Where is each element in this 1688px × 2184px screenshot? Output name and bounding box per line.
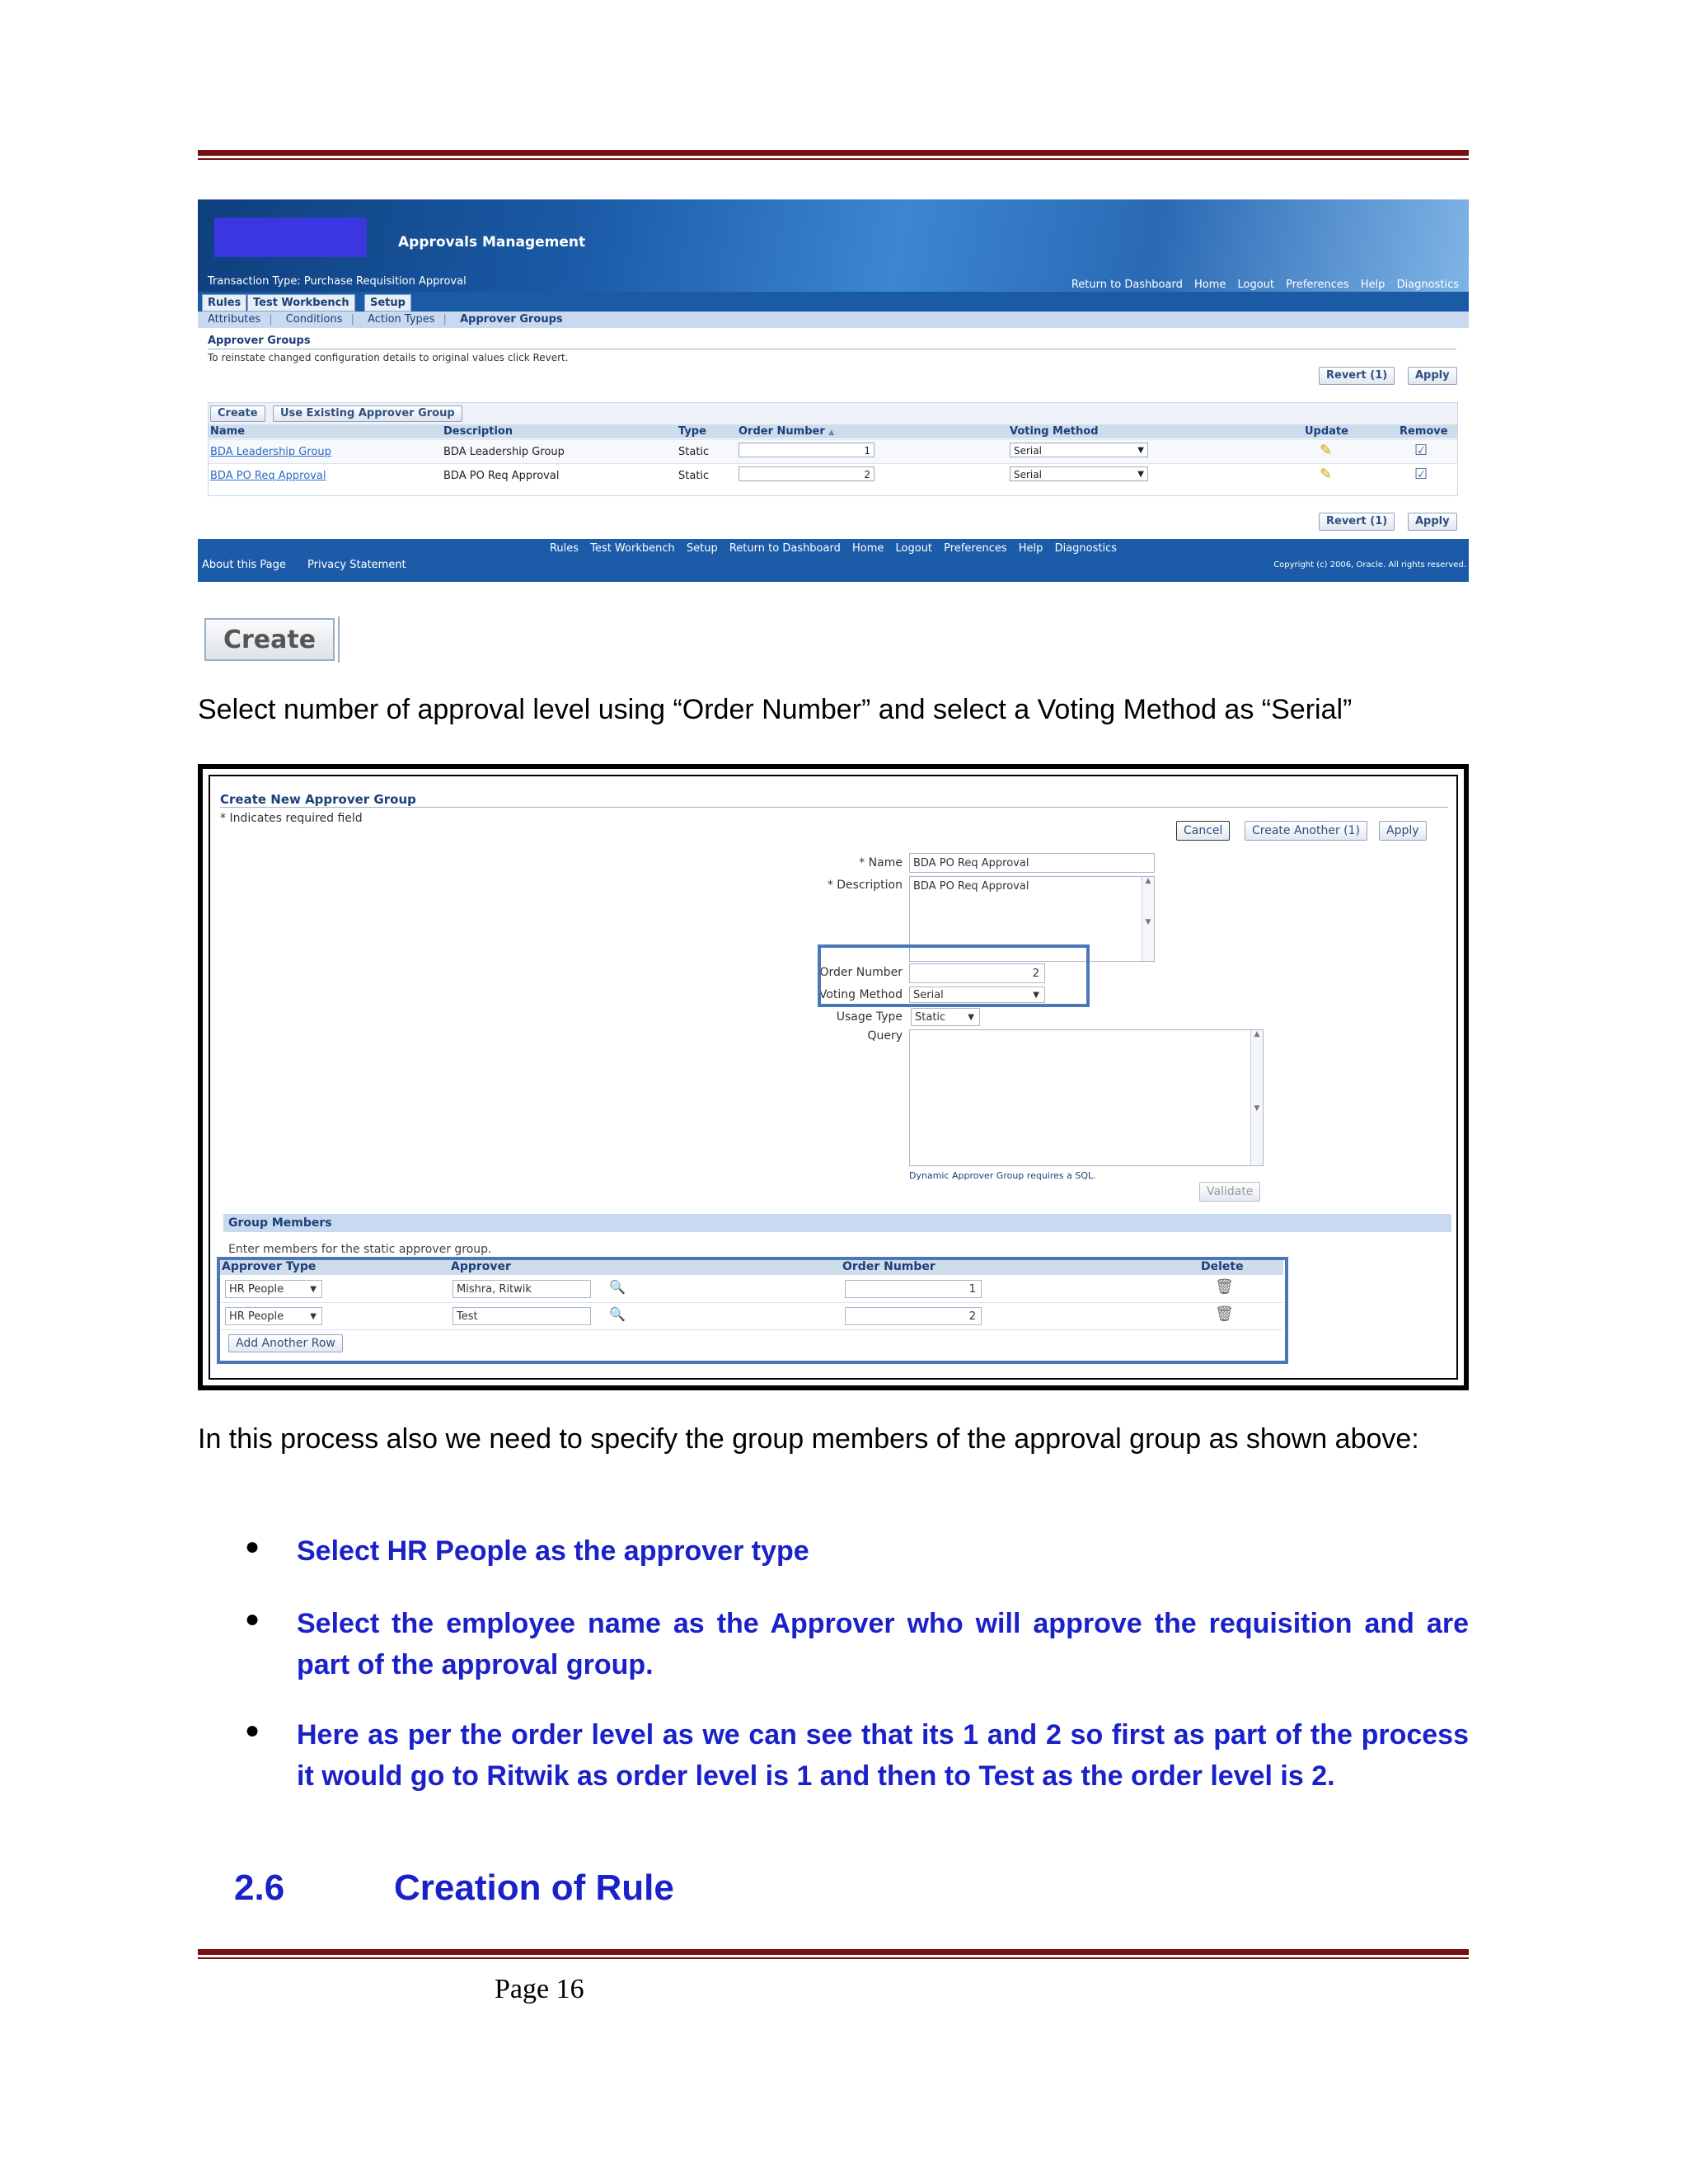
chevron-down-icon: ▼ [1137, 446, 1144, 455]
use-existing-group-button[interactable]: Use Existing Approver Group [273, 405, 462, 422]
voting-method-select[interactable]: Serial ▼ [1010, 443, 1148, 457]
usage-type-select[interactable]: Static ▼ [911, 1008, 980, 1026]
bullet-2: Select the employee name as the Approver who will approve the requisition and are part of the approval group. [297, 1608, 1469, 1680]
trash-icon[interactable]: 🗑 [1215, 1278, 1234, 1296]
approver-type-select[interactable]: HR People ▼ [225, 1307, 322, 1325]
link-return-dashboard[interactable]: Return to Dashboard [1071, 279, 1183, 291]
pencil-icon[interactable]: ✎ [1320, 466, 1333, 483]
link-home[interactable]: Home [1193, 279, 1226, 291]
order-number-input[interactable]: 1 [738, 443, 874, 457]
link-preferences[interactable]: Preferences [1286, 279, 1349, 291]
query-textarea[interactable] [909, 1029, 1264, 1166]
bullet-1: Select HR People as the approver type [297, 1535, 809, 1567]
group-name-link[interactable]: BDA Leadership Group [210, 446, 331, 458]
tab-setup[interactable]: Setup [364, 294, 411, 312]
create-button-image: Create [204, 618, 335, 661]
tab-bar [198, 292, 1469, 312]
form-title: Create New Approver Group [220, 792, 416, 807]
apply-button[interactable]: Apply [1379, 821, 1427, 841]
scrollbar[interactable]: ▲ ▼ [1142, 877, 1154, 961]
voting-method-select[interactable]: Serial ▼ [1010, 466, 1148, 481]
title-divider [220, 807, 1448, 808]
footer-link-return-dashboard[interactable]: Return to Dashboard [729, 542, 841, 555]
name-label: * Name [859, 856, 903, 869]
name-input[interactable]: BDA PO Req Approval [909, 853, 1155, 873]
validate-button[interactable]: Validate [1199, 1182, 1260, 1202]
col-order-number[interactable]: Order Number ▲ [738, 425, 835, 438]
footer-link-setup[interactable]: Setup [686, 542, 718, 555]
privacy-link[interactable]: Privacy Statement [307, 559, 406, 571]
chevron-down-icon: ▼ [1033, 991, 1039, 1000]
section-title: Creation of Rule [394, 1868, 674, 1908]
chevron-down-icon: ▼ [1137, 470, 1144, 479]
group-type: Static [678, 446, 710, 458]
col-remove: Remove [1400, 425, 1448, 438]
section-number: 2.6 [234, 1868, 285, 1908]
description-label: * Description [827, 879, 903, 892]
col-approver-type: Approver Type [222, 1260, 316, 1273]
copyright: Copyright (c) 2006, Oracle. All rights reserved. [1273, 560, 1466, 569]
transaction-type: Transaction Type: Purchase Requisition Approval [208, 275, 467, 288]
trash-icon[interactable]: 🗑 [1215, 1305, 1234, 1323]
remove-icon[interactable]: ☑ [1414, 442, 1428, 459]
page-title: Approver Groups [208, 335, 311, 347]
voting-method-select[interactable]: Serial ▼ [909, 987, 1045, 1003]
section-heading [234, 1868, 674, 1909]
link-help[interactable]: Help [1360, 279, 1386, 291]
approver-groups-table [208, 402, 1458, 496]
bottom-rule [198, 1949, 1469, 1959]
subtab-approver-groups[interactable]: Approver Groups [460, 313, 563, 326]
order-number-input[interactable]: 2 [738, 466, 874, 481]
footer-link-logout[interactable]: Logout [895, 542, 933, 555]
remove-icon[interactable]: ☑ [1414, 466, 1428, 483]
create-another-button[interactable]: Create Another (1) [1245, 821, 1367, 841]
global-links [1063, 279, 1459, 291]
bullet-dot: ● [245, 1605, 260, 1633]
table-toolbar [209, 403, 1457, 424]
sort-ascending-icon: ▲ [828, 429, 835, 437]
table-row [209, 463, 1457, 487]
group-members-header: Group Members [223, 1214, 1451, 1232]
chevron-down-icon: ▼ [310, 1285, 316, 1294]
pencil-icon[interactable]: ✎ [1320, 442, 1333, 459]
create-approver-group-screenshot [198, 764, 1469, 1390]
member-order-input[interactable]: 1 [845, 1280, 982, 1298]
bullet-3: Here as per the order level as we can see that its 1 and 2 so first as part of the process it would go to Ritwik as order level is 1 and then to Test as the order level is 2. [297, 1719, 1469, 1792]
search-icon[interactable]: 🔍 [609, 1279, 626, 1295]
bullet-dot: ● [245, 1533, 260, 1560]
order-number-label: Order Number [819, 966, 903, 979]
required-note: * Indicates required field [220, 812, 363, 825]
subtab-bar: Attributes | Conditions | Action Types | Approver Groups [198, 312, 1469, 328]
highlight-order-voting [818, 944, 1090, 1007]
footer-links [198, 542, 1469, 555]
col-voting-method: Voting Method [1010, 425, 1099, 438]
footer-link-test-workbench[interactable]: Test Workbench [590, 542, 675, 555]
voting-method-label: Voting Method [818, 988, 903, 1001]
description-text: BDA PO Req Approval [913, 880, 1029, 893]
table-row [209, 439, 1457, 463]
app-title: Approvals Management [398, 234, 586, 251]
page-number: Page 16 [495, 1974, 584, 2004]
footer-link-help[interactable]: Help [1018, 542, 1043, 555]
logo-placeholder [214, 218, 367, 257]
approver-input[interactable]: Test [452, 1307, 591, 1325]
footer-link-rules[interactable]: Rules [549, 542, 579, 555]
col-description: Description [443, 425, 513, 438]
footer [198, 539, 1469, 582]
apply-button-bottom[interactable]: Apply [1408, 513, 1457, 531]
bullet-dot: ● [245, 1717, 260, 1744]
highlight-group-members [217, 1257, 1288, 1364]
cancel-button[interactable]: Cancel [1176, 821, 1230, 841]
col-delete: Delete [1201, 1260, 1244, 1273]
col-order-number: Order Number [842, 1260, 935, 1273]
approver-groups-screenshot [198, 199, 1469, 582]
instruction-text: To reinstate changed configuration details to original values click Revert. [208, 352, 569, 363]
tab-test-workbench[interactable]: Test Workbench [247, 294, 355, 312]
query-label: Query [867, 1029, 903, 1043]
approver-type-select[interactable]: HR People ▼ [225, 1280, 322, 1298]
dynamic-note: Dynamic Approver Group requires a SQL. [909, 1170, 1096, 1181]
scrollbar[interactable]: ▲ ▼ [1250, 1030, 1263, 1165]
group-name-link[interactable]: BDA PO Req Approval [210, 470, 326, 482]
apply-button-top[interactable]: Apply [1408, 367, 1457, 385]
group-description: BDA PO Req Approval [443, 470, 560, 482]
create-button[interactable]: Create [210, 405, 265, 422]
group-type: Static [678, 470, 710, 482]
about-page-link[interactable]: About this Page [202, 559, 286, 571]
paragraph-group-members: In this process also we need to specify the group members of the approval group as shown above: [198, 1423, 1419, 1455]
link-diagnostics[interactable]: Diagnostics [1396, 279, 1459, 291]
footer-link-home[interactable]: Home [851, 542, 884, 555]
col-update: Update [1305, 425, 1348, 438]
add-another-row-button[interactable]: Add Another Row [228, 1334, 343, 1352]
col-type: Type [678, 425, 706, 438]
footer-link-preferences[interactable]: Preferences [944, 542, 1007, 555]
col-name[interactable]: Name [210, 425, 246, 438]
order-number-input[interactable]: 2 [909, 963, 1045, 983]
chevron-down-icon: ▼ [968, 1013, 974, 1022]
link-logout[interactable]: Logout [1237, 279, 1275, 291]
usage-type-label: Usage Type [836, 1010, 903, 1024]
group-members-text: Enter members for the static approver group. [228, 1243, 492, 1256]
screenshot-frame [209, 775, 1458, 1380]
paragraph-order-number: Select number of approval level using “Order Number” and select a Voting Method as “Serial” [198, 694, 1353, 725]
create-button-edge [338, 616, 340, 663]
group-description: BDA Leadership Group [443, 446, 565, 458]
about-links [202, 559, 424, 571]
chevron-down-icon: ▼ [310, 1312, 316, 1321]
tab-rules[interactable]: Rules [202, 294, 246, 312]
revert-button-top[interactable]: Revert (1) [1319, 367, 1395, 385]
approver-input[interactable]: Mishra, Ritwik [452, 1280, 591, 1298]
footer-link-diagnostics[interactable]: Diagnostics [1054, 542, 1117, 555]
subtab-attributes[interactable]: Attributes [208, 313, 261, 326]
subtab-action-types[interactable]: Action Types [368, 313, 435, 326]
member-order-input[interactable]: 2 [845, 1307, 982, 1325]
table-header [209, 424, 1457, 438]
subtab-conditions[interactable]: Conditions [285, 313, 343, 326]
search-icon[interactable]: 🔍 [609, 1306, 626, 1322]
col-approver: Approver [451, 1260, 511, 1273]
revert-button-bottom[interactable]: Revert (1) [1319, 513, 1395, 531]
top-rule [198, 150, 1469, 160]
